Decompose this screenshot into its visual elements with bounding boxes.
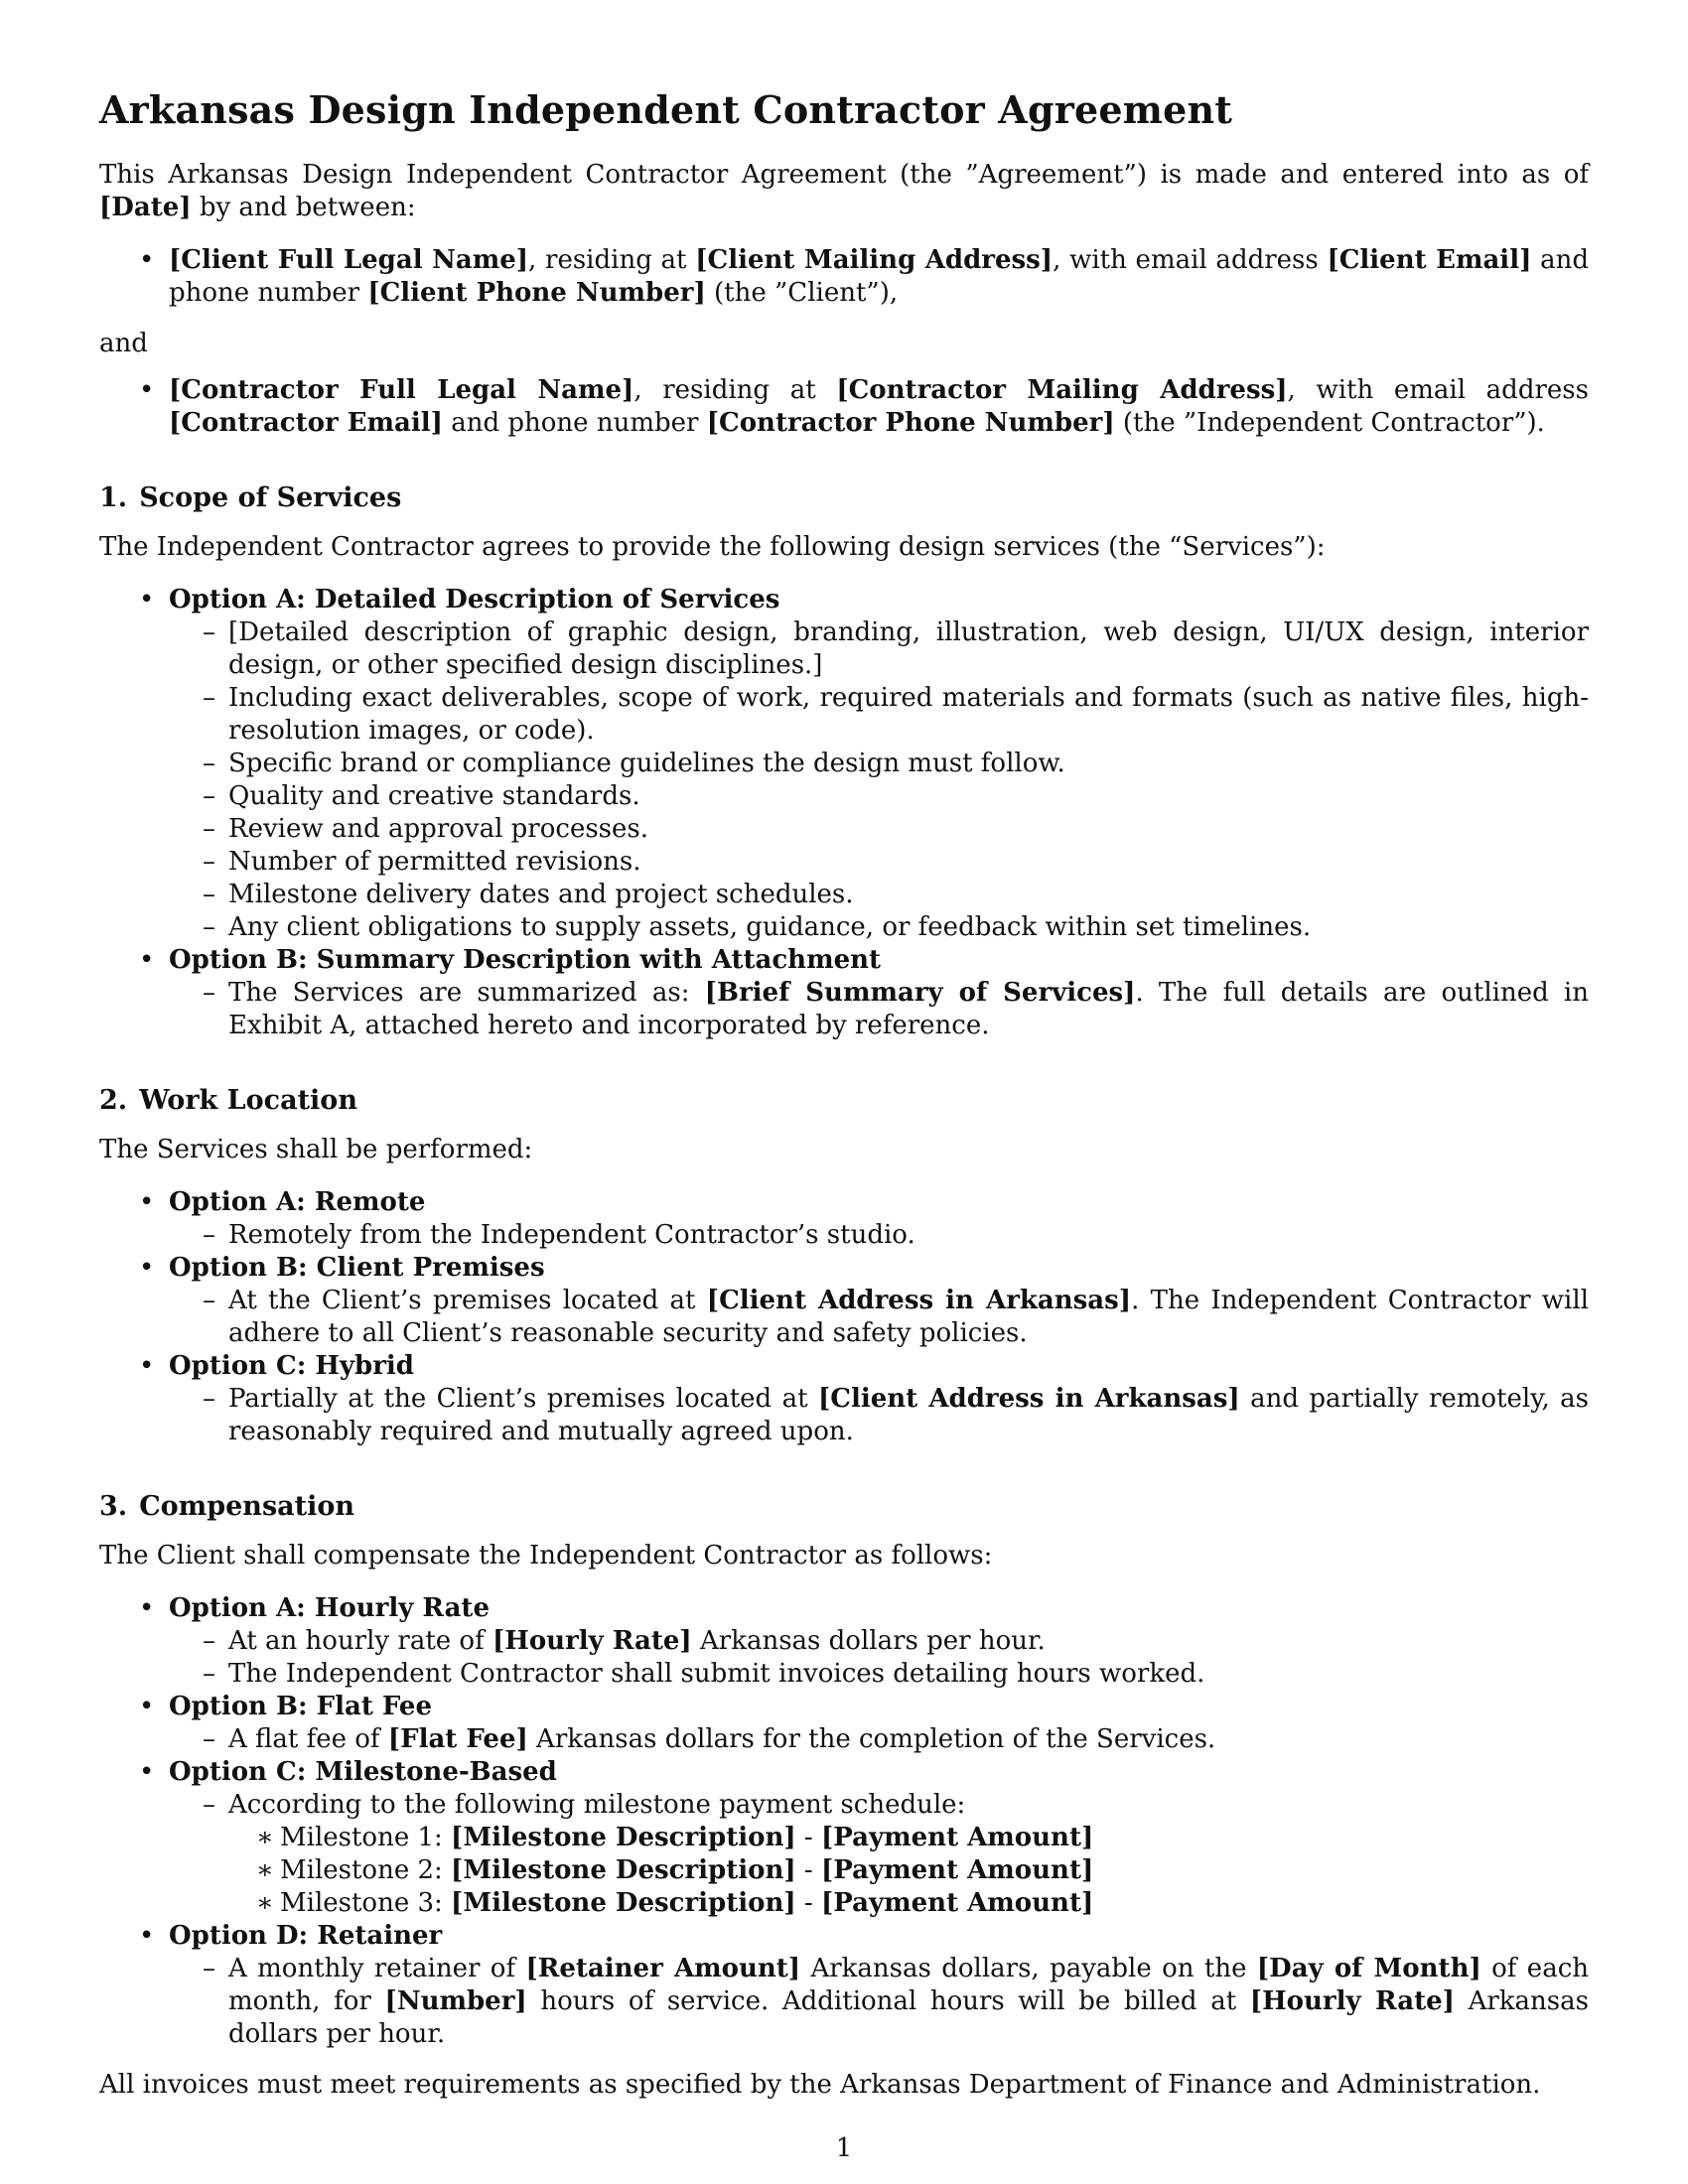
option-label: Option A: Remote: [169, 1187, 426, 1217]
text-run: , residing at: [633, 375, 837, 405]
option-b-items: [169, 1285, 1589, 1350]
text-run: Arkansas dollars per hour.: [691, 1626, 1046, 1656]
list-item: [228, 1285, 1589, 1350]
client-address-placeholder: [Client Mailing Address]: [695, 245, 1054, 275]
text-run: and phone number: [169, 245, 1589, 308]
contractor-phone-placeholder: [Contractor Phone Number]: [706, 408, 1115, 438]
option-label: Option C: Milestone-Based: [169, 1757, 557, 1787]
list-item: [228, 977, 1589, 1042]
section-2-lead: The Services shall be performed:: [99, 1135, 533, 1164]
text-run: , with email address: [1053, 245, 1328, 275]
section-1-heading: [99, 481, 1589, 515]
payment-amount-placeholder: [Payment Amount]: [821, 1823, 1094, 1852]
section-2-options: [99, 1186, 1589, 1448]
option-label: Option C: Hybrid: [169, 1351, 414, 1381]
option-label: Option B: Client Premises: [169, 1253, 545, 1283]
and-connector: and: [99, 329, 148, 358]
option-d-items: [169, 1953, 1589, 2051]
option-a: [169, 1592, 1589, 1691]
list-item: – Specific brand or compliance guidelines the design must follow.: [228, 748, 1589, 780]
text-run: of each month, for: [228, 1954, 1590, 2016]
text-run: The Services are summarized as:: [228, 978, 705, 1008]
client-address-placeholder: [Client Address in Arkansas]: [706, 1286, 1132, 1315]
option-b-items: [169, 1723, 1589, 1756]
page-number: 1: [835, 2133, 853, 2163]
text-run: A flat fee of: [228, 1724, 388, 1754]
text-run: (the ”Independent Contractor”).: [1114, 408, 1545, 438]
option-d: [169, 1920, 1589, 2051]
milestone-description-placeholder: [Milestone Description]: [451, 1888, 796, 1918]
text-run: , with email address: [1287, 375, 1589, 405]
milestone-item: [280, 1887, 1589, 1920]
contractor-address-placeholder: [Contractor Mailing Address]: [836, 375, 1288, 405]
milestone-item: [280, 1822, 1589, 1854]
date-placeholder: [Date]: [99, 193, 192, 222]
option-a-items: [169, 1625, 1589, 1691]
milestone-label: Milestone 3:: [280, 1888, 452, 1918]
option-label: Option D: Retainer: [169, 1921, 443, 1951]
summary-placeholder: [Brief Summary of Services]: [704, 978, 1136, 1008]
option-b-items: [169, 977, 1589, 1042]
option-b: [169, 1252, 1589, 1350]
hourly-rate-placeholder: [Hourly Rate]: [492, 1626, 692, 1656]
client-name-placeholder: [Client Full Legal Name]: [169, 245, 529, 275]
text-run: According to the following milestone payment schedule:: [228, 1790, 966, 1820]
list-item: – Including exact deliverables, scope of work, required materials and formats (such as native files, high-resolution images, or code).: [228, 682, 1589, 748]
contractor-party: [169, 374, 1589, 440]
option-label: Option B: Flat Fee: [169, 1692, 433, 1721]
list-item: [228, 1383, 1589, 1448]
retainer-amount-placeholder: [Retainer Amount]: [525, 1954, 801, 1983]
text-run: Arkansas dollars per hour.: [228, 1986, 1589, 2049]
option-a: [169, 1186, 1589, 1252]
client-party: [169, 244, 1589, 310]
option-label: Option A: Hourly Rate: [169, 1593, 490, 1623]
hourly-rate-placeholder: [Hourly Rate]: [1249, 1986, 1455, 2016]
section-2-heading: [99, 1084, 1589, 1118]
option-b: [169, 1691, 1589, 1756]
separator: -: [795, 1888, 821, 1918]
number-placeholder: [Number]: [384, 1986, 527, 2016]
text-run: and phone number: [442, 408, 707, 438]
document-body: [99, 159, 1589, 2121]
list-item: – Quality and creative standards.: [228, 780, 1589, 813]
client-email-placeholder: [Client Email]: [1327, 245, 1532, 275]
list-item: – [Detailed description of graphic design, branding, illustration, web design, UI/UX design, interior design, or other specified design disciplines.]: [228, 616, 1589, 682]
section-title: Scope of Services: [139, 482, 402, 513]
text-run: At an hourly rate of: [228, 1626, 492, 1656]
milestone-label: Milestone 2:: [280, 1855, 452, 1885]
list-item: [228, 1625, 1589, 1658]
milestone-item: [280, 1854, 1589, 1887]
text-run: , residing at: [528, 245, 696, 275]
list-item: – Number of permitted revisions.: [228, 846, 1589, 879]
text-run: Partially at the Client’s premises located at: [228, 1384, 818, 1414]
option-label: Option A: Detailed Description of Services: [169, 585, 780, 614]
flat-fee-placeholder: [Flat Fee]: [387, 1724, 528, 1754]
invoice-requirements: All invoices must meet requirements as specified by the Arkansas Department of Finance and Administration.: [99, 2070, 1541, 2100]
text-run: At the Client’s premises located at: [228, 1286, 707, 1315]
client-phone-placeholder: [Client Phone Number]: [367, 278, 706, 308]
section-number: 3.: [99, 1491, 128, 1522]
option-c: [169, 1756, 1589, 1920]
section-number: 1.: [99, 482, 128, 513]
option-c-items: [169, 1383, 1589, 1448]
list-item: [228, 1953, 1589, 2051]
option-a-items: [169, 1219, 1589, 1252]
section-1-lead: The Independent Contractor agrees to provide the following design services (the “Services”):: [99, 532, 1326, 562]
text-run: Arkansas dollars for the completion of the Services.: [527, 1724, 1216, 1754]
contractor-email-placeholder: [Contractor Email]: [169, 408, 443, 438]
intro-text-end: by and between:: [191, 193, 416, 222]
text-run: hours of service. Additional hours will be billed at: [526, 1986, 1250, 2016]
text-run: . The Independent Contractor will adhere to all Client’s reasonable security and safety policies.: [228, 1286, 1589, 1348]
option-label: Option B: Summary Description with Attachment: [169, 945, 882, 975]
list-item: – Review and approval processes.: [228, 813, 1589, 846]
list-item: – Any client obligations to supply assets, guidance, or feedback within set timelines.: [228, 911, 1589, 944]
option-a: [169, 584, 1589, 944]
section-title: Work Location: [139, 1085, 357, 1116]
option-a-items: [169, 616, 1589, 944]
milestone-description-placeholder: [Milestone Description]: [451, 1855, 796, 1885]
milestone-list: [228, 1822, 1589, 1920]
list-item: [228, 1723, 1589, 1756]
section-3-options: [99, 1592, 1589, 2051]
milestone-label: Milestone 1:: [280, 1823, 452, 1852]
text-run: and partially remotely, as reasonably required and mutually agreed upon.: [228, 1384, 1589, 1446]
section-3-heading: [99, 1490, 1589, 1524]
list-item: – The Independent Contractor shall submit invoices detailing hours worked.: [228, 1658, 1589, 1691]
intro-paragraph: [99, 159, 1589, 224]
list-item: – Remotely from the Independent Contractor’s studio.: [228, 1219, 1589, 1252]
section-title: Compensation: [139, 1491, 355, 1522]
text-run: Arkansas dollars, payable on the: [800, 1954, 1257, 1983]
section-number: 2.: [99, 1085, 128, 1116]
option-c-items: [169, 1789, 1589, 1920]
option-c: [169, 1350, 1589, 1448]
section-1-options: [99, 584, 1589, 1042]
text-run: . The full details are outlined in Exhibit A, attached hereto and incorporated by reference.: [228, 978, 1589, 1040]
client-address-placeholder: [Client Address in Arkansas]: [817, 1384, 1240, 1414]
intro-text: This Arkansas Design Independent Contractor Agreement (the ”Agreement”) is made and entered into as of: [99, 160, 1589, 190]
client-party-list: [99, 244, 1589, 310]
text-run: A monthly retainer of: [228, 1954, 526, 1983]
document-title: Arkansas Design Independent Contractor Agreement: [99, 87, 1233, 132]
day-of-month-placeholder: [Day of Month]: [1256, 1954, 1481, 1983]
section-3-lead: The Client shall compensate the Independent Contractor as follows:: [99, 1541, 993, 1570]
separator: -: [795, 1855, 821, 1885]
option-b: [169, 944, 1589, 1042]
text-run: (the ”Client”),: [705, 278, 899, 308]
document-page: [99, 0, 1589, 2184]
contractor-name-placeholder: [Contractor Full Legal Name]: [169, 375, 634, 405]
list-item: – Milestone delivery dates and project schedules.: [228, 879, 1589, 911]
payment-amount-placeholder: [Payment Amount]: [821, 1855, 1094, 1885]
contractor-party-list: [99, 374, 1589, 440]
milestone-description-placeholder: [Milestone Description]: [451, 1823, 796, 1852]
list-item: [228, 1789, 1589, 1920]
separator: -: [795, 1823, 821, 1852]
payment-amount-placeholder: [Payment Amount]: [821, 1888, 1094, 1918]
